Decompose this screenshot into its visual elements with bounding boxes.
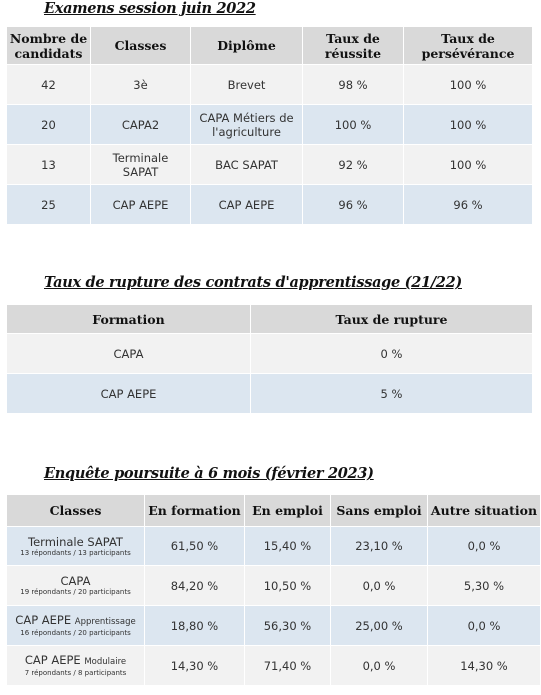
table-cell: 100 % — [303, 105, 404, 145]
class-cell — [7, 606, 145, 646]
class-cell — [7, 646, 145, 686]
table-cell: 23,10 % — [331, 527, 428, 566]
table-cell: 18,80 % — [145, 606, 245, 646]
class-cell — [7, 527, 145, 566]
class-name: CAPA — [60, 574, 91, 588]
exams-header-cell: Nombre de candidats — [7, 27, 91, 65]
table-cell: BAC SAPAT — [191, 145, 303, 185]
exams-table — [6, 26, 533, 225]
table-cell: CAPA — [7, 334, 251, 374]
table-row — [7, 606, 541, 646]
class-name: CAP AEPE — [15, 613, 72, 627]
survey-header-row — [7, 495, 541, 527]
table-row — [7, 527, 541, 566]
table-row — [7, 65, 533, 105]
exams-header-cell: Taux de persévérance — [404, 27, 533, 65]
table-cell: CAPA2 — [91, 105, 191, 145]
table-cell: 25,00 % — [331, 606, 428, 646]
table-cell: 56,30 % — [245, 606, 331, 646]
class-suffix: Apprentissage — [74, 617, 136, 627]
table-cell: 100 % — [404, 145, 533, 185]
table-cell: 13 — [7, 145, 91, 185]
table-cell: 84,20 % — [145, 566, 245, 606]
class-suffix: Modulaire — [84, 657, 127, 667]
table-cell: 3è — [91, 65, 191, 105]
table-cell: 0 % — [251, 334, 533, 374]
table-cell: CAP AEPE — [7, 374, 251, 414]
table-cell: CAP AEPE — [191, 185, 303, 225]
survey-header-cell: Autre situation — [428, 495, 541, 527]
table-cell: 71,40 % — [245, 646, 331, 686]
table-row — [7, 145, 533, 185]
table-row — [7, 105, 533, 145]
table-row — [7, 334, 533, 374]
exams-header-cell: Taux de réussite — [303, 27, 404, 65]
exams-header-cell: Diplôme — [191, 27, 303, 65]
survey-header-cell: Sans emploi — [331, 495, 428, 527]
survey-header-cell: Classes — [7, 495, 145, 527]
table-cell: 0,0 % — [331, 566, 428, 606]
class-detail: 7 répondants / 8 participants — [24, 669, 127, 677]
table-cell: 0,0 % — [428, 606, 541, 646]
survey-header-cell: En formation — [145, 495, 245, 527]
table-cell: CAP AEPE — [91, 185, 191, 225]
table-cell: 0,0 % — [331, 646, 428, 686]
table-cell: 98 % — [303, 65, 404, 105]
table-row — [7, 185, 533, 225]
exams-title: Examens session juin 2022 — [44, 0, 256, 17]
exams-header-row — [7, 27, 533, 65]
rupture-header-cell: Taux de rupture — [251, 305, 533, 334]
survey-table — [6, 494, 541, 686]
class-name: CAP AEPE — [24, 653, 81, 667]
table-cell: 42 — [7, 65, 91, 105]
class-name: Terminale SAPAT — [28, 534, 123, 549]
table-cell: 96 % — [303, 185, 404, 225]
table-cell: 10,50 % — [245, 566, 331, 606]
exams-header-cell: Classes — [91, 27, 191, 65]
class-detail: 19 répondants / 20 participants — [20, 588, 131, 596]
class-detail: 16 répondants / 20 participants — [20, 629, 131, 637]
rupture-header-cell: Formation — [7, 305, 251, 334]
rupture-table — [6, 304, 533, 414]
rupture-title: Taux de rupture des contrats d'apprentissage (21/22) — [44, 274, 462, 291]
table-cell: 25 — [7, 185, 91, 225]
table-cell: 14,30 % — [428, 646, 541, 686]
table-cell: 0,0 % — [428, 527, 541, 566]
table-cell: 61,50 % — [145, 527, 245, 566]
rupture-header-row — [7, 305, 533, 334]
table-cell: 92 % — [303, 145, 404, 185]
table-cell: 5,30 % — [428, 566, 541, 606]
table-row — [7, 374, 533, 414]
table-cell: 14,30 % — [145, 646, 245, 686]
table-cell: 20 — [7, 105, 91, 145]
table-cell: 15,40 % — [245, 527, 331, 566]
table-cell: 5 % — [251, 374, 533, 414]
table-row — [7, 566, 541, 606]
survey-header-cell: En emploi — [245, 495, 331, 527]
table-cell: 100 % — [404, 105, 533, 145]
table-cell: CAPA Métiers de l'agriculture — [191, 105, 303, 145]
table-cell: Terminale SAPAT — [91, 145, 191, 185]
table-cell: 96 % — [404, 185, 533, 225]
class-cell — [7, 566, 145, 606]
survey-title: Enquête poursuite à 6 mois (février 2023) — [44, 465, 374, 482]
table-cell: 100 % — [404, 65, 533, 105]
table-row — [7, 646, 541, 686]
class-detail: 13 répondants / 13 participants — [20, 548, 131, 557]
table-cell: Brevet — [191, 65, 303, 105]
